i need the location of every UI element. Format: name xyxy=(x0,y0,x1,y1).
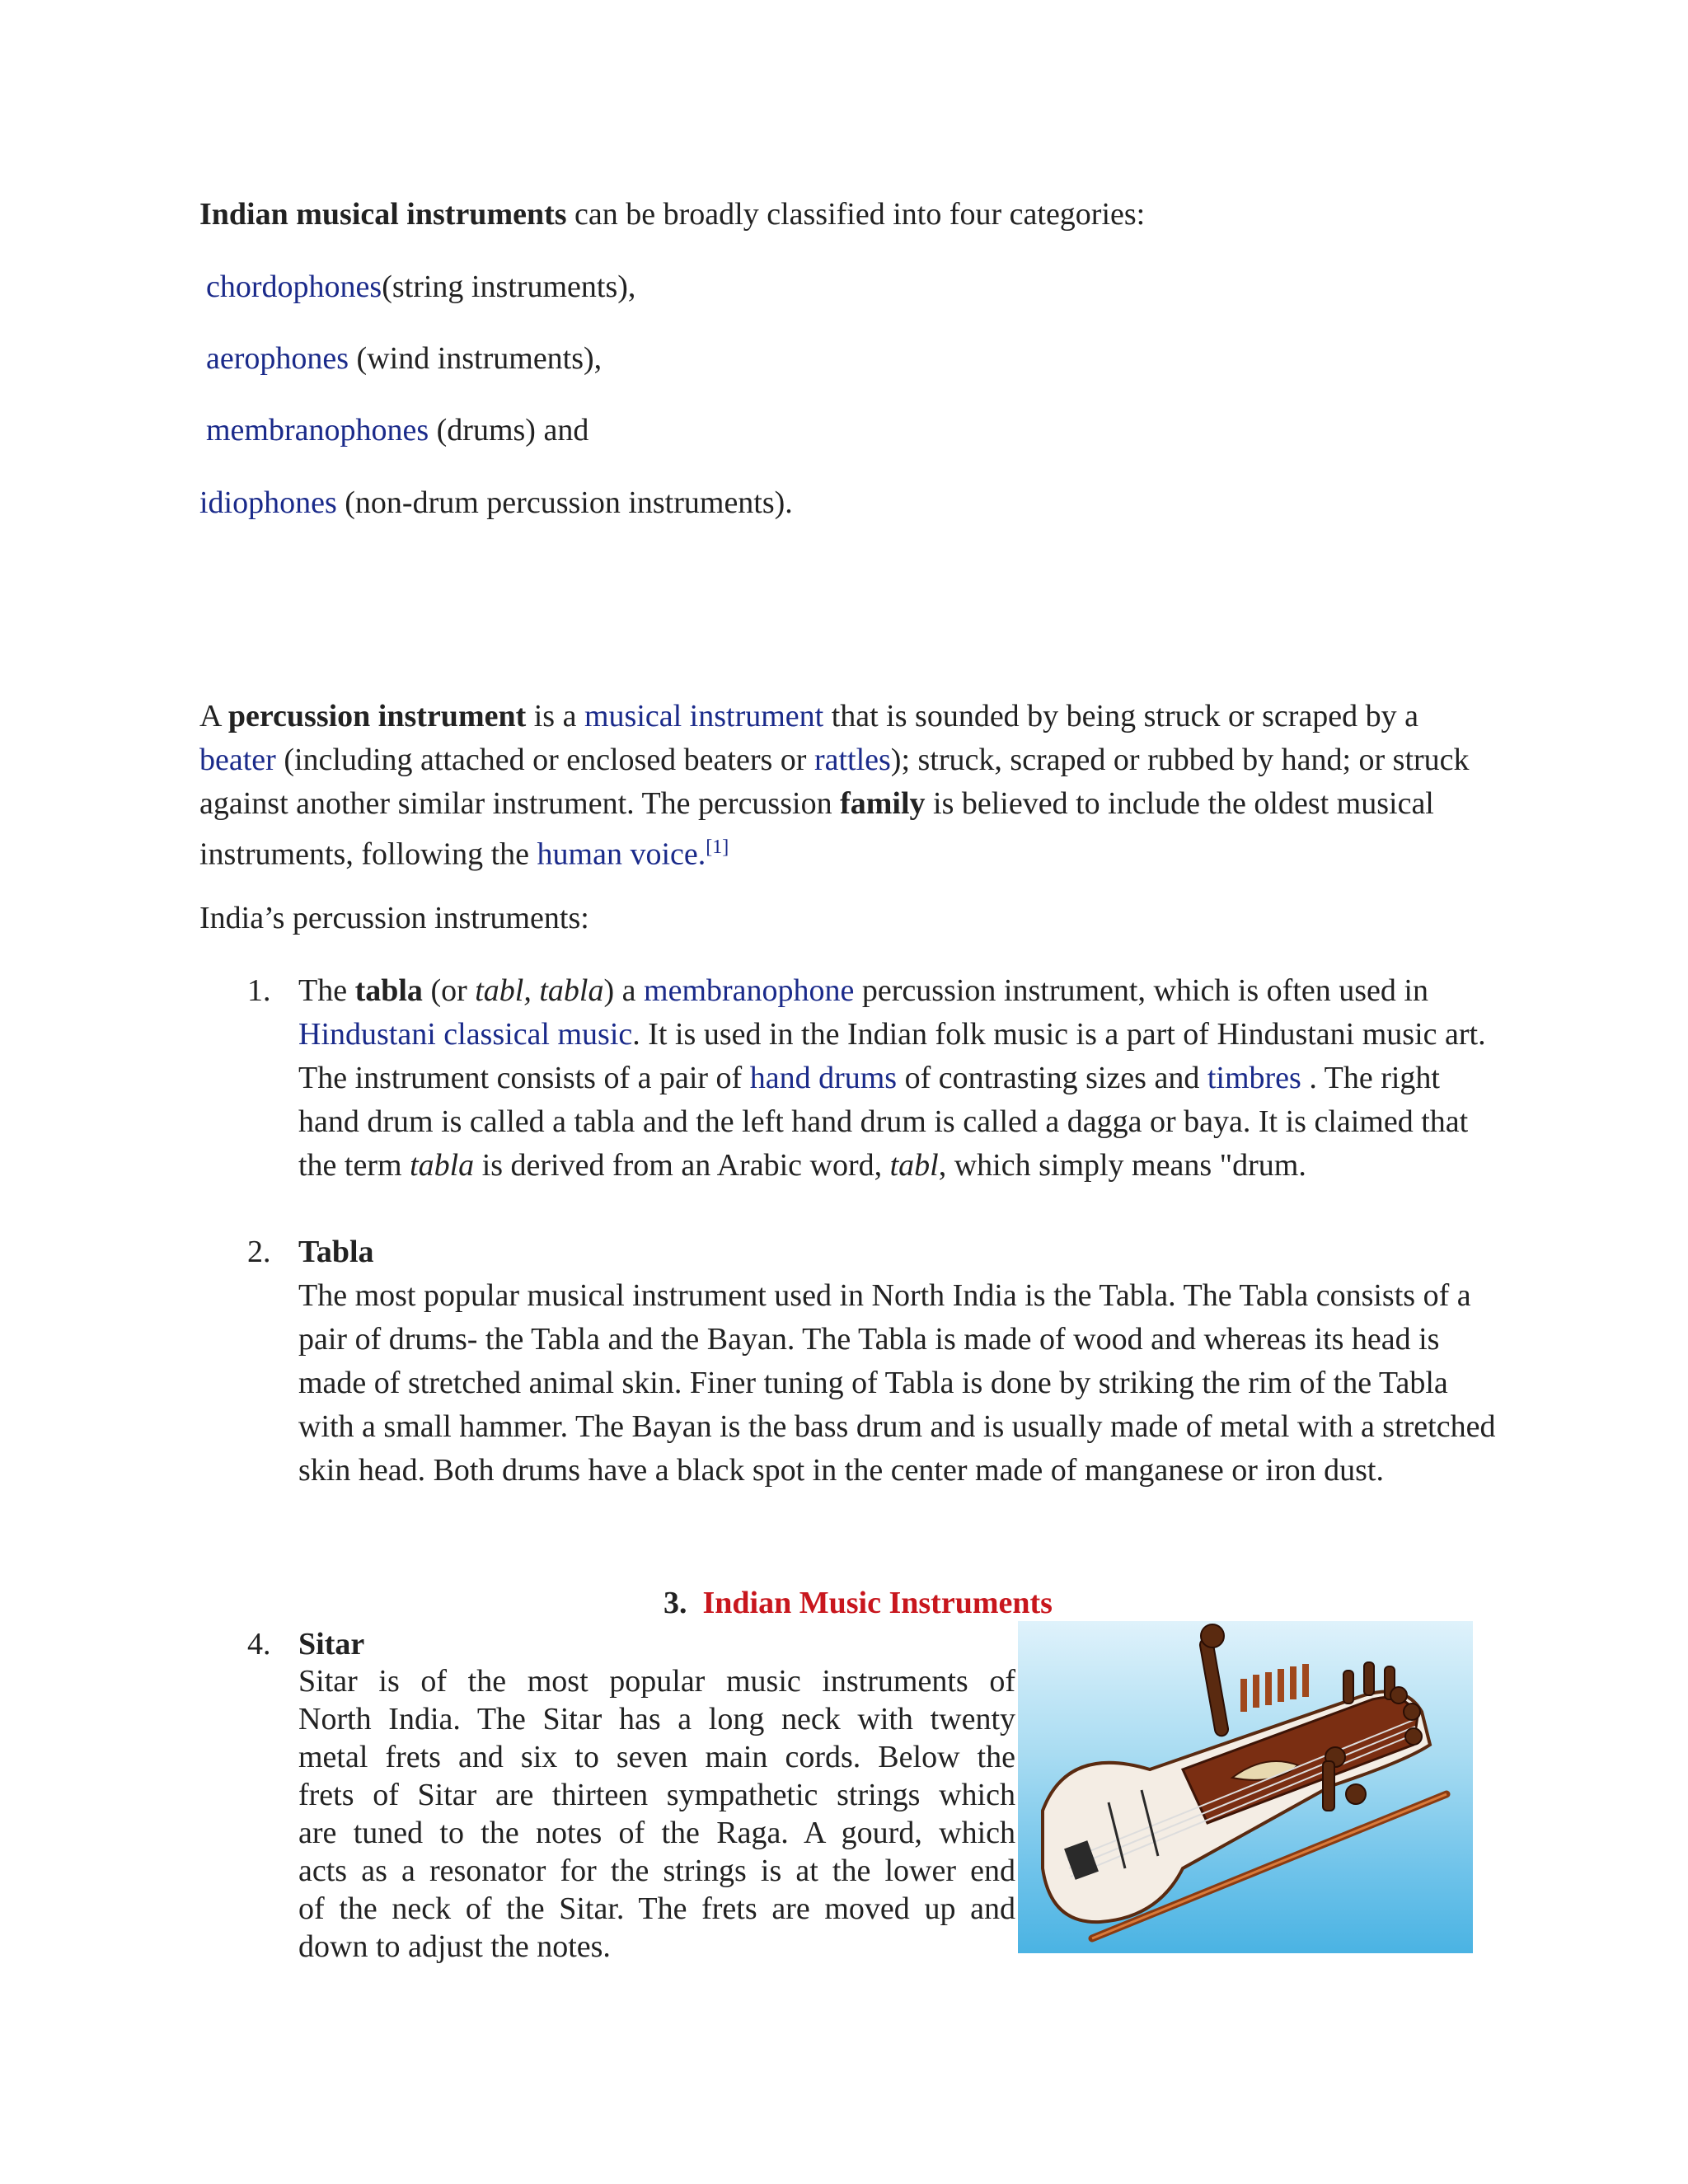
italic-term: tabla xyxy=(410,1148,475,1183)
link-membranophones[interactable]: membranophones xyxy=(206,413,429,448)
category-aerophones xyxy=(206,340,602,377)
text: A xyxy=(199,699,228,733)
category-desc: (non-drum percussion instruments). xyxy=(336,485,793,520)
text: ) a xyxy=(603,973,645,1008)
text-line: Sitar is of the most popular music instruments of xyxy=(298,1664,1015,1699)
text-line: are tuned to the notes of the Raga. A gourd, which xyxy=(298,1816,1015,1850)
category-desc: (string instruments), xyxy=(382,269,636,304)
category-idiophones xyxy=(199,485,793,521)
intro-text: can be broadly classified into four categories: xyxy=(566,197,1146,232)
bold-term: percussion instrument xyxy=(227,699,527,733)
intro-bold: Indian musical instruments xyxy=(199,197,567,232)
text-line: acts as a resonator for the strings is at the lower end xyxy=(298,1854,1015,1888)
text: . The right hand drum is called a tabla and the left hand drum is called a dagga or baya. It is claimed that the term xyxy=(298,1061,1469,1183)
list-number: 4. xyxy=(247,1627,271,1661)
text-line: metal frets and six to seven main cords. Below the xyxy=(298,1740,1015,1774)
text: ); struck, scraped or rubbed by hand; or struck against another similar instrument. The percussion xyxy=(199,743,1470,821)
italic-term: tabl, tabla xyxy=(475,973,604,1008)
link-aerophones[interactable]: aerophones xyxy=(206,341,349,376)
heading-title: Indian Music Instruments xyxy=(702,1586,1053,1620)
text: is a xyxy=(526,699,584,733)
item-title: Tabla xyxy=(298,1235,374,1269)
text: , which simply means "drum. xyxy=(938,1148,1306,1183)
footnote-ref[interactable]: [1] xyxy=(706,837,729,858)
text-line: of the neck of the Sitar. The frets are moved up and xyxy=(298,1891,1015,1926)
text: The xyxy=(298,973,355,1008)
text-line: down to adjust the notes. xyxy=(298,1929,611,1964)
text: that is sounded by being struck or scraped by a xyxy=(823,699,1419,733)
link-musical-instrument[interactable]: musical instrument xyxy=(584,699,824,733)
percussion-paragraph xyxy=(199,695,1485,877)
link-chordophones[interactable]: chordophones xyxy=(206,269,382,304)
link-hindustani-classical-music[interactable]: Hindustani classical music xyxy=(298,1017,633,1052)
italic-term: tabl xyxy=(889,1148,939,1183)
list-number: 1. xyxy=(247,973,271,1008)
bold-term: tabla xyxy=(354,973,423,1008)
link-rattles[interactable]: rattles xyxy=(814,743,891,777)
category-desc: (wind instruments), xyxy=(349,341,603,376)
sitar-image xyxy=(1018,1621,1473,1953)
intro-line xyxy=(199,196,1145,232)
link-membranophone[interactable]: membranophone xyxy=(644,973,855,1008)
text: is believed to include the oldest musical instruments, following the xyxy=(199,786,1434,872)
section-heading xyxy=(663,1585,1053,1621)
item-body: The most popular musical instrument used in North India is the Tabla. The Tabla consists of a pair of drums- the Tabla and the Bayan. The Tabla is made of wood and whereas its head is made of stretched animal skin. Finer tuning of Tabla is done by striking the rim of the Tabla with a small hammer. The Bayan is the bass drum and is usually made of metal with a stretched skin head. Both drums have a black spot in the center made of manganese or iron dust. xyxy=(298,1278,1496,1488)
item-title-sitar xyxy=(298,1626,364,1662)
text: of contrasting sizes and xyxy=(897,1061,1207,1095)
list-number: 2. xyxy=(247,1235,271,1269)
heading-number: 3. xyxy=(663,1586,687,1620)
sitar-illustration xyxy=(1018,1621,1473,1953)
link-human-voice[interactable]: human voice. xyxy=(537,837,706,872)
bold-term: family xyxy=(840,786,926,821)
link-idiophones[interactable]: idiophones xyxy=(199,485,337,520)
link-hand-drums[interactable]: hand drums xyxy=(749,1061,898,1095)
category-membranophones xyxy=(206,412,588,448)
list-item-tabla xyxy=(298,1230,1502,1493)
text: . It is used in the Indian folk music is a part of Hindustani music art. The instrument consists of a pair of xyxy=(298,1017,1486,1095)
category-chordophones xyxy=(206,269,635,305)
text: percussion instrument, which is often used in xyxy=(854,973,1428,1008)
category-desc: (drums) and xyxy=(429,413,589,448)
link-beater[interactable]: beater xyxy=(199,743,276,777)
link-timbres[interactable]: timbres xyxy=(1207,1061,1301,1095)
item-title: Sitar xyxy=(298,1627,365,1661)
text: is derived from an Arabic word, xyxy=(474,1148,890,1183)
text: (including attached or enclosed beaters or xyxy=(275,743,814,777)
india-percussion-heading: India’s percussion instruments: xyxy=(199,901,589,935)
text: (or xyxy=(422,973,476,1008)
sitar-description xyxy=(298,1662,1015,1966)
text-line: North India. The Sitar has a long neck with twenty xyxy=(298,1702,1015,1736)
text-line: frets of Sitar are thirteen sympathetic strings which xyxy=(298,1778,1015,1812)
list-item-tabla-intro xyxy=(298,969,1502,1188)
